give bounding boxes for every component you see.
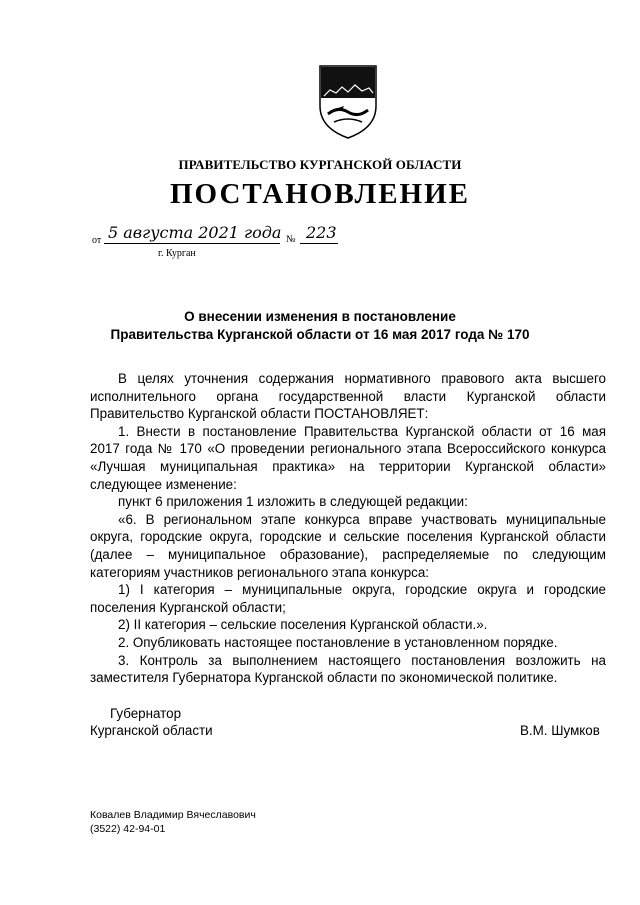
- date-from-label: от: [92, 235, 102, 246]
- document-type: ПОСТАНОВЛЕНИЕ: [169, 178, 470, 210]
- document-body: [90, 370, 606, 687]
- body-paragraph: «6. В региональном этапе конкурса вправе участвовать муниципальные округа, городские округа, городские и сельские поселения Курганской области (далее – муниципальное образование), распределяемые по следующим категориям участников регионального этапа конкурса:: [90, 511, 606, 580]
- executor-name: Ковалев Владимир Вячеславович: [90, 809, 256, 821]
- body-paragraph: пункт 6 приложения 1 изложить в следующей редакции:: [118, 494, 468, 510]
- document-title-line-2: Правительства Курганской области от 16 мая 2017 года № 170: [110, 327, 530, 342]
- document-title: [0, 308, 640, 344]
- signatory-position-line-1: Губернатор: [110, 706, 182, 721]
- signatory-position-line-2: Курганской области: [90, 723, 213, 738]
- document-title-line-1: О внесении изменения в постановление: [184, 309, 456, 324]
- organization-name: ПРАВИТЕЛЬСТВО КУРГАНСКОЙ ОБЛАСТИ: [178, 157, 462, 172]
- body-paragraph: 2) II категория – сельские поселения Курганской области.».: [118, 617, 488, 633]
- city-name: г. Курган: [158, 248, 196, 259]
- signatory-name: В.М. Шумков: [520, 723, 600, 738]
- handwritten-date: 5 августа 2021 года: [108, 223, 282, 242]
- number-label: №: [286, 234, 296, 245]
- body-paragraph: В целях уточнения содержания нормативного правового акта высшего исполнительного органа государственной власти Курганской области Правительство Курганской области ПОСТАНОВЛЯЕТ:: [90, 371, 606, 422]
- kurgan-region-coat-of-arms-icon: [316, 60, 380, 140]
- body-paragraph: 1) I категория – муниципальные округа, городские округа и городские поселения Курганской области;: [90, 582, 606, 615]
- number-underline: [300, 243, 338, 244]
- date-underline: [104, 243, 280, 244]
- handwritten-number: 223: [306, 223, 337, 242]
- body-paragraph: 3. Контроль за выполнением настоящего постановления возложить на заместителя Губернатора Курганской области по экономической политике.: [90, 652, 606, 686]
- body-paragraph: 2. Опубликовать настоящее постановление в установленном порядке.: [118, 634, 558, 650]
- body-paragraph: 1. Внести в постановление Правительства Курганской области от 16 мая 2017 года № 170 «О проведении регионального этапа Всероссийского конкурса «Лучшая муниципальная практика» на территории Курганской области» следующее изменение:: [90, 423, 606, 492]
- executor-phone: (3522) 42-94-01: [90, 823, 166, 835]
